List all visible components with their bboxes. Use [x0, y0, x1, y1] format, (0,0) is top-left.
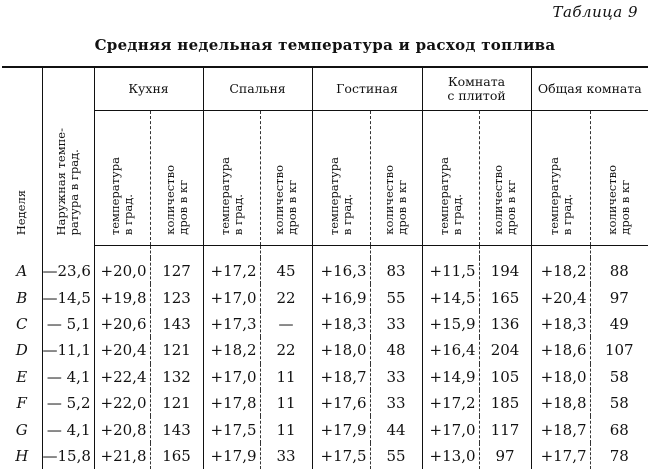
week-cell: H: [15, 446, 29, 465]
kitchen-temp-cell: +20,0: [94, 258, 150, 284]
kitchen-temp-cell: +19,8: [94, 284, 150, 310]
stove-wood-header: количество дров в кг: [479, 111, 531, 246]
living-temp-cell: +18,3: [312, 311, 370, 337]
table-row: [2, 390, 648, 416]
common-wood-cell: 78: [590, 443, 648, 469]
table-number: Таблица 9: [552, 3, 638, 21]
common-temp-cell: +18,8: [531, 390, 590, 416]
stove-wood-cell: 185: [479, 390, 531, 416]
common-wood-cell: 49: [590, 311, 648, 337]
stove-temp-cell: +17,0: [422, 416, 479, 442]
group-common-room: Общая комната: [531, 67, 648, 111]
week-cell: A: [16, 262, 28, 281]
kitchen-temp-cell: +21,8: [94, 443, 150, 469]
stove-wood-cell: 97: [479, 443, 531, 469]
common-temp-cell: +17,7: [531, 443, 590, 469]
stove-temp-cell: +14,5: [422, 284, 479, 310]
table-row: [2, 337, 648, 363]
living-temp-cell: +17,6: [312, 390, 370, 416]
living-wood-cell: 83: [370, 258, 422, 284]
common-wood-cell: 68: [590, 416, 648, 442]
week-cell: C: [16, 314, 28, 333]
stove-wood-cell: 136: [479, 311, 531, 337]
bedroom-wood-cell: 33: [260, 443, 312, 469]
bedroom-temp-cell: +17,9: [203, 443, 260, 469]
stove-temp-cell: +15,9: [422, 311, 479, 337]
stove-temp-cell: +13,0: [422, 443, 479, 469]
table-row: [2, 364, 648, 390]
common-temp-header: температура в град.: [531, 111, 590, 246]
common-temp-cell: +18,3: [531, 311, 590, 337]
living-wood-cell: 48: [370, 337, 422, 363]
kitchen-temp-header: температура в град.: [94, 111, 150, 246]
outside-temp-cell: —11,1: [42, 337, 94, 363]
living-wood-cell: 33: [370, 311, 422, 337]
bedroom-wood-cell: 22: [260, 284, 312, 310]
living-temp-header: температура в град.: [312, 111, 370, 246]
common-wood-cell: 58: [590, 364, 648, 390]
stove-wood-cell: 194: [479, 258, 531, 284]
bedroom-wood-cell: 22: [260, 337, 312, 363]
bedroom-wood-cell: 11: [260, 390, 312, 416]
outside-temp-cell: — 4,1: [42, 416, 94, 442]
table-row: [2, 284, 648, 310]
data-table: [2, 66, 648, 469]
living-temp-cell: +16,9: [312, 284, 370, 310]
kitchen-temp-cell: +20,4: [94, 337, 150, 363]
outside-temp-cell: —15,8: [42, 443, 94, 469]
outside-temp-cell: — 4,1: [42, 364, 94, 390]
group-bedroom: Спальня: [203, 67, 312, 111]
living-wood-cell: 55: [370, 443, 422, 469]
kitchen-wood-cell: 165: [150, 443, 203, 469]
common-wood-header: количество дров в кг: [590, 111, 648, 246]
kitchen-wood-cell: 143: [150, 416, 203, 442]
table-row: [2, 443, 648, 469]
stove-temp-header: температура в град.: [422, 111, 479, 246]
stove-temp-cell: +14,9: [422, 364, 479, 390]
common-wood-cell: 97: [590, 284, 648, 310]
outside-temp-cell: —23,6: [42, 258, 94, 284]
week-header: Неделя: [2, 67, 42, 246]
common-temp-cell: +18,0: [531, 364, 590, 390]
common-wood-cell: 88: [590, 258, 648, 284]
bedroom-wood-cell: 11: [260, 364, 312, 390]
bedroom-temp-header: температура в град.: [203, 111, 260, 246]
living-wood-cell: 44: [370, 416, 422, 442]
common-wood-cell: 107: [590, 337, 648, 363]
kitchen-wood-cell: 121: [150, 337, 203, 363]
common-wood-cell: 58: [590, 390, 648, 416]
group-living-room: Гостиная: [312, 67, 422, 111]
living-temp-cell: +17,9: [312, 416, 370, 442]
bedroom-temp-cell: +17,3: [203, 311, 260, 337]
stove-wood-cell: 204: [479, 337, 531, 363]
week-cell: B: [16, 288, 28, 307]
kitchen-wood-cell: 127: [150, 258, 203, 284]
week-cell: E: [16, 367, 28, 386]
kitchen-temp-cell: +20,8: [94, 416, 150, 442]
bedroom-temp-cell: +17,0: [203, 364, 260, 390]
bedroom-temp-cell: +17,0: [203, 284, 260, 310]
kitchen-wood-cell: 123: [150, 284, 203, 310]
bedroom-temp-cell: +18,2: [203, 337, 260, 363]
living-temp-cell: +16,3: [312, 258, 370, 284]
common-temp-cell: +20,4: [531, 284, 590, 310]
stove-wood-cell: 117: [479, 416, 531, 442]
bedroom-temp-cell: +17,8: [203, 390, 260, 416]
table-row: [2, 416, 648, 442]
kitchen-wood-cell: 143: [150, 311, 203, 337]
bedroom-wood-header: количество дров в кг: [260, 111, 312, 246]
week-cell: G: [15, 420, 28, 439]
group-stove-room: Комната с плитой: [422, 67, 531, 111]
common-temp-cell: +18,6: [531, 337, 590, 363]
living-wood-cell: 33: [370, 390, 422, 416]
kitchen-temp-cell: +22,4: [94, 364, 150, 390]
common-temp-cell: +18,2: [531, 258, 590, 284]
table-title: Средняя недельная температура и расход топлива: [94, 36, 556, 54]
stove-temp-cell: +11,5: [422, 258, 479, 284]
kitchen-wood-cell: 132: [150, 364, 203, 390]
week-cell: D: [15, 341, 28, 360]
bedroom-temp-cell: +17,5: [203, 416, 260, 442]
week-cell: F: [16, 394, 27, 413]
bedroom-wood-cell: 11: [260, 416, 312, 442]
kitchen-temp-cell: +22,0: [94, 390, 150, 416]
bedroom-wood-cell: —: [260, 311, 312, 337]
common-temp-cell: +18,7: [531, 416, 590, 442]
stove-temp-cell: +16,4: [422, 337, 479, 363]
living-temp-cell: +18,7: [312, 364, 370, 390]
outside-temp-cell: — 5,2: [42, 390, 94, 416]
kitchen-temp-cell: +20,6: [94, 311, 150, 337]
table-row: [2, 258, 648, 284]
outside-temp-cell: —14,5: [42, 284, 94, 310]
kitchen-wood-cell: 121: [150, 390, 203, 416]
outside-temp-header: Наружная темпе- ратура в град.: [42, 67, 94, 246]
living-wood-cell: 33: [370, 364, 422, 390]
group-kitchen: Кухня: [94, 67, 203, 111]
bedroom-wood-cell: 45: [260, 258, 312, 284]
outside-temp-cell: — 5,1: [42, 311, 94, 337]
living-wood-cell: 55: [370, 284, 422, 310]
stove-wood-cell: 105: [479, 364, 531, 390]
bedroom-temp-cell: +17,2: [203, 258, 260, 284]
living-temp-cell: +18,0: [312, 337, 370, 363]
living-temp-cell: +17,5: [312, 443, 370, 469]
stove-temp-cell: +17,2: [422, 390, 479, 416]
kitchen-wood-header: количество дров в кг: [150, 111, 203, 246]
table-row: [2, 311, 648, 337]
living-wood-header: количество дров в кг: [370, 111, 422, 246]
stove-wood-cell: 165: [479, 284, 531, 310]
